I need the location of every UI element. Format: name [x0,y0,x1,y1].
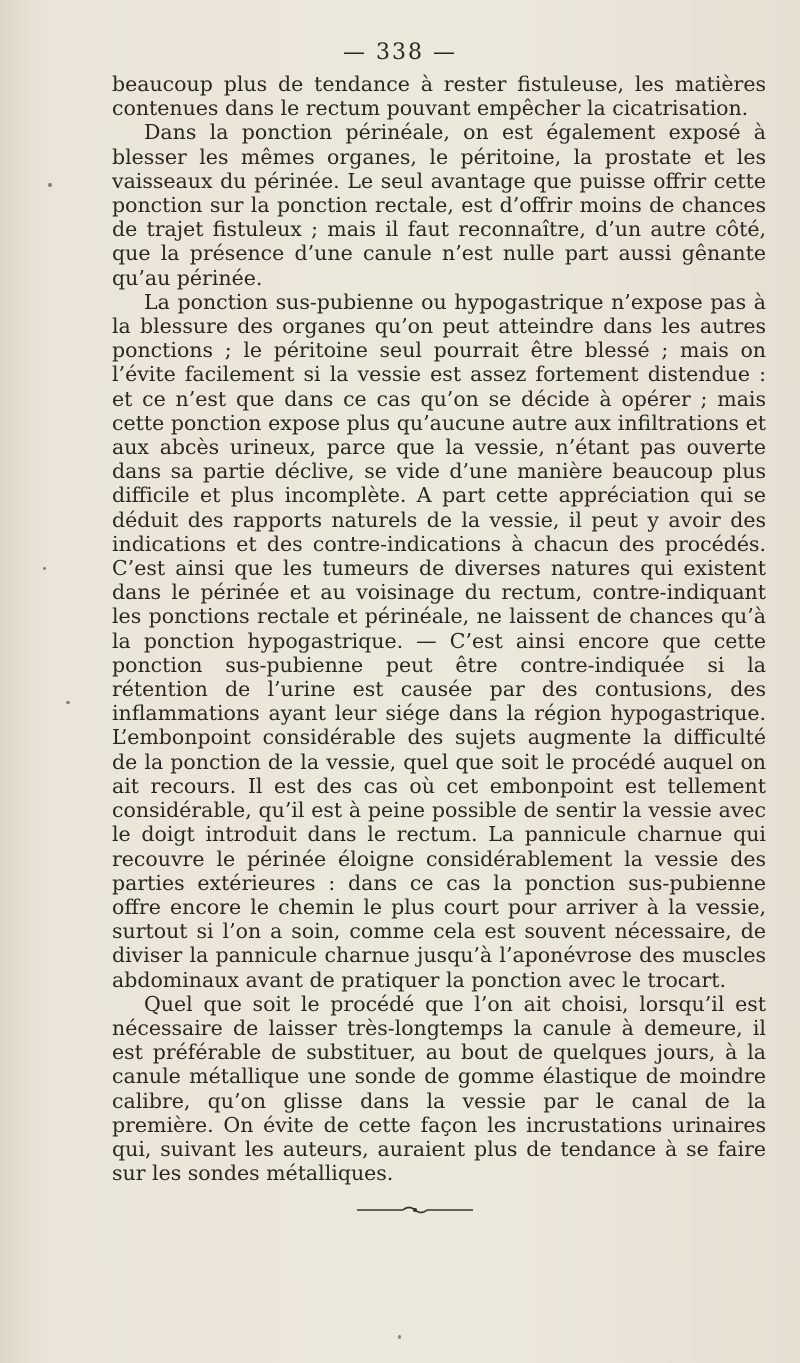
paragraph-continuation: beaucoup plus de tendance à rester fistuleuse, les matières contenues dans le rectum pouvant empêcher la cicatrisation. [112,72,766,121]
page-number: — 338 — [343,40,457,65]
paper-speck [48,183,52,187]
paragraph-ponction-sus-pubienne: La ponction sus-pubienne ou hypogastrique n’expose pas à la blessure des organes qu’on peut atteindre dans les autres ponctions ; le péritoine seul pourrait être blessé ; mais on l’évite facilement si la vessie est assez fortement distendue : et ce n’est que dans ce cas qu’on se décide à opérer ; mais cette ponction expose plus qu’aucune autre aux infiltrations et aux abcès urineux, parce que la vessie, n’étant pas ouverte dans sa partie déclive, se vide d’une manière beaucoup plus difficile et plus incomplète. A part cette appréciation qui se déduit des rapports naturels de la vessie, il peut y avoir des indications et des contre-indications à chacun des procédés. C’est ainsi que les tumeurs de diverses natures qui existent dans le périnée et au voisinage du rectum, contre-indiquant les ponctions rectale et périnéale, ne laissent de chances qu’à la ponction hypogastrique. — C’est ainsi encore que cette ponction sus-pubienne peut être contre-indiquée si la rétention de l’urine est causée par des contusions, des inflammations ayant leur siége dans la région hypogastrique. L’embonpoint considérable des sujets augmente la difficulté de la ponction de la vessie, quel que soit le procédé auquel on ait recours. Il est des cas où cet embonpoint est tellement considérable, qu’il est à peine possible de sentir la vessie avec le doigt introduit dans le rectum. La pannicule charnue qui recouvre le périnée éloigne considérablement la vessie des parties extérieures : dans ce cas la ponction sus-pubienne offre encore le chemin le plus court pour arriver à la vessie, surtout si l’on a soin, comme cela est souvent nécessaire, de diviser la pannicule charnue jusqu’à l’aponévrose des muscles abdominaux avant de pratiquer la ponction avec le trocart. [112,289,766,992]
paragraph-canule: Quel que soit le procédé que l’on ait choisi, lorsqu’il est nécessaire de laisser très-longtemps la canule à demeure, il est préférable de substituer, au bout de quelques jours, à la canule métallique une sonde de gomme élastique de moindre calibre, qu’on glisse dans la vessie par le canal de la première. On évite de cette façon les incrustations urinaires qui, suivant les auteurs, auraient plus de tendance à se faire sur les sondes métalliques. [112,991,766,1186]
paper-speck [66,701,70,704]
fleuron-ornament-icon [355,1205,475,1215]
paragraph-ponction-perineale: Dans la ponction périnéale, on est également exposé à blesser les mêmes organes, le péritoine, la prostate et les vaisseaux du périnée. Le seul avantage que puisse offrir cette ponction sur la ponction rectale, est d’offrir moins de chances de trajet fistuleux ; mais il faut reconnaître, d’un autre côté, que la présence d’une canule n’est nulle part aussi gênante qu’au périnée. [112,120,766,290]
body-text [112,72,766,1185]
paper-speck [398,1335,401,1339]
paper-speck [43,567,46,570]
